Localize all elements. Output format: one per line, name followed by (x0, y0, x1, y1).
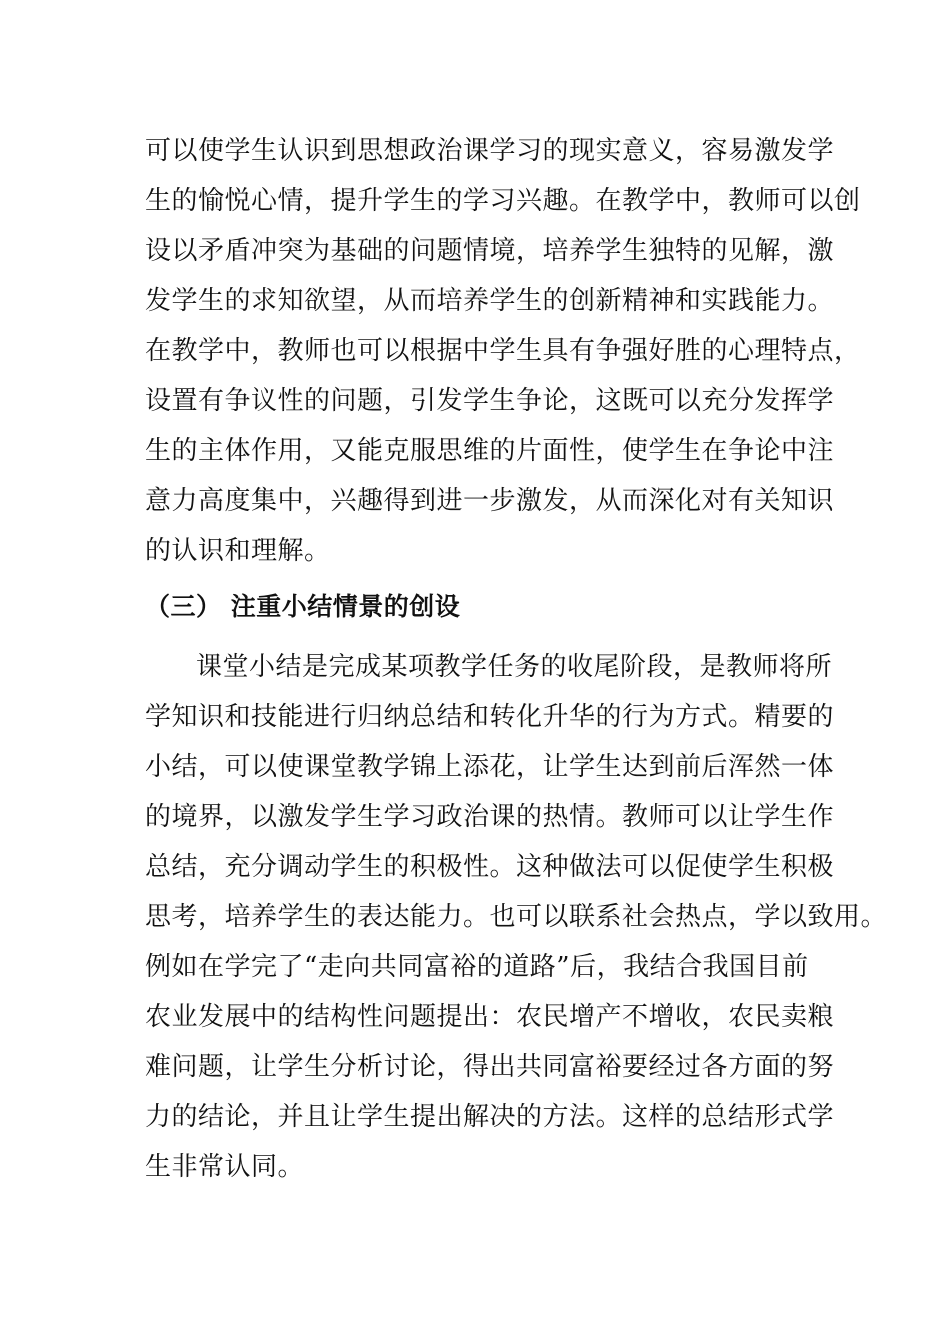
paragraph-1-line: 可以使学生认识到思想政治课学习的现实意义，容易激发学 (145, 136, 835, 166)
paragraph-1-line: 发学生的求知欲望，从而培养学生的创新精神和实践能力。 (145, 286, 835, 316)
paragraph-2-line: 难问题，让学生分析讨论，得出共同富裕要经过各方面的努 (145, 1052, 835, 1082)
paragraph-2-line: 力的结论，并且让学生提出解决的方法。这样的总结形式学 (145, 1102, 835, 1132)
paragraph-2-line: 生非常认同。 (145, 1152, 305, 1182)
paragraph-1-line: 设置有争议性的问题，引发学生争论，这既可以充分发挥学 (145, 386, 835, 416)
paragraph-1-line: 生的主体作用，又能克服思维的片面性，使学生在争论中注 (145, 436, 835, 466)
paragraph-1-line: 设以矛盾冲突为基础的问题情境，培养学生独特的见解，激 (145, 236, 835, 266)
paragraph-1-line: 在教学中，教师也可以根据中学生具有争强好胜的心理特点， (145, 336, 861, 366)
paragraph-2-line: 小结，可以使课堂教学锦上添花，让学生达到前后浑然一体 (145, 752, 835, 782)
paragraph-1-line: 意力高度集中，兴趣得到进一步激发，从而深化对有关知识 (145, 486, 835, 516)
section-heading: （三） 注重小结情景的创设 (145, 592, 461, 621)
paragraph-2-line: 课堂小结是完成某项教学任务的收尾阶段，是教师将所 (196, 652, 833, 682)
paragraph-2-line: 思考，培养学生的表达能力。也可以联系社会热点，学以致用。 (145, 902, 888, 932)
paragraph-1-line: 生的愉悦心情，提升学生的学习兴趣。在教学中，教师可以创 (145, 186, 861, 216)
paragraph-2-line: 的境界，以激发学生学习政治课的热情。教师可以让学生作 (145, 802, 835, 832)
paragraph-1-line: 的认识和理解。 (145, 536, 331, 566)
paragraph-2-line: 农业发展中的结构性问题提出：农民增产不增收，农民卖粮 (145, 1002, 835, 1032)
paragraph-2-line: 例如在学完了“走向共同富裕的道路”后，我结合我国目前 (145, 952, 809, 982)
paragraph-2-line: 学知识和技能进行归纳总结和转化升华的行为方式。精要的 (145, 702, 835, 732)
paragraph-2-line: 总结，充分调动学生的积极性。这种做法可以促使学生积极 (145, 852, 835, 882)
